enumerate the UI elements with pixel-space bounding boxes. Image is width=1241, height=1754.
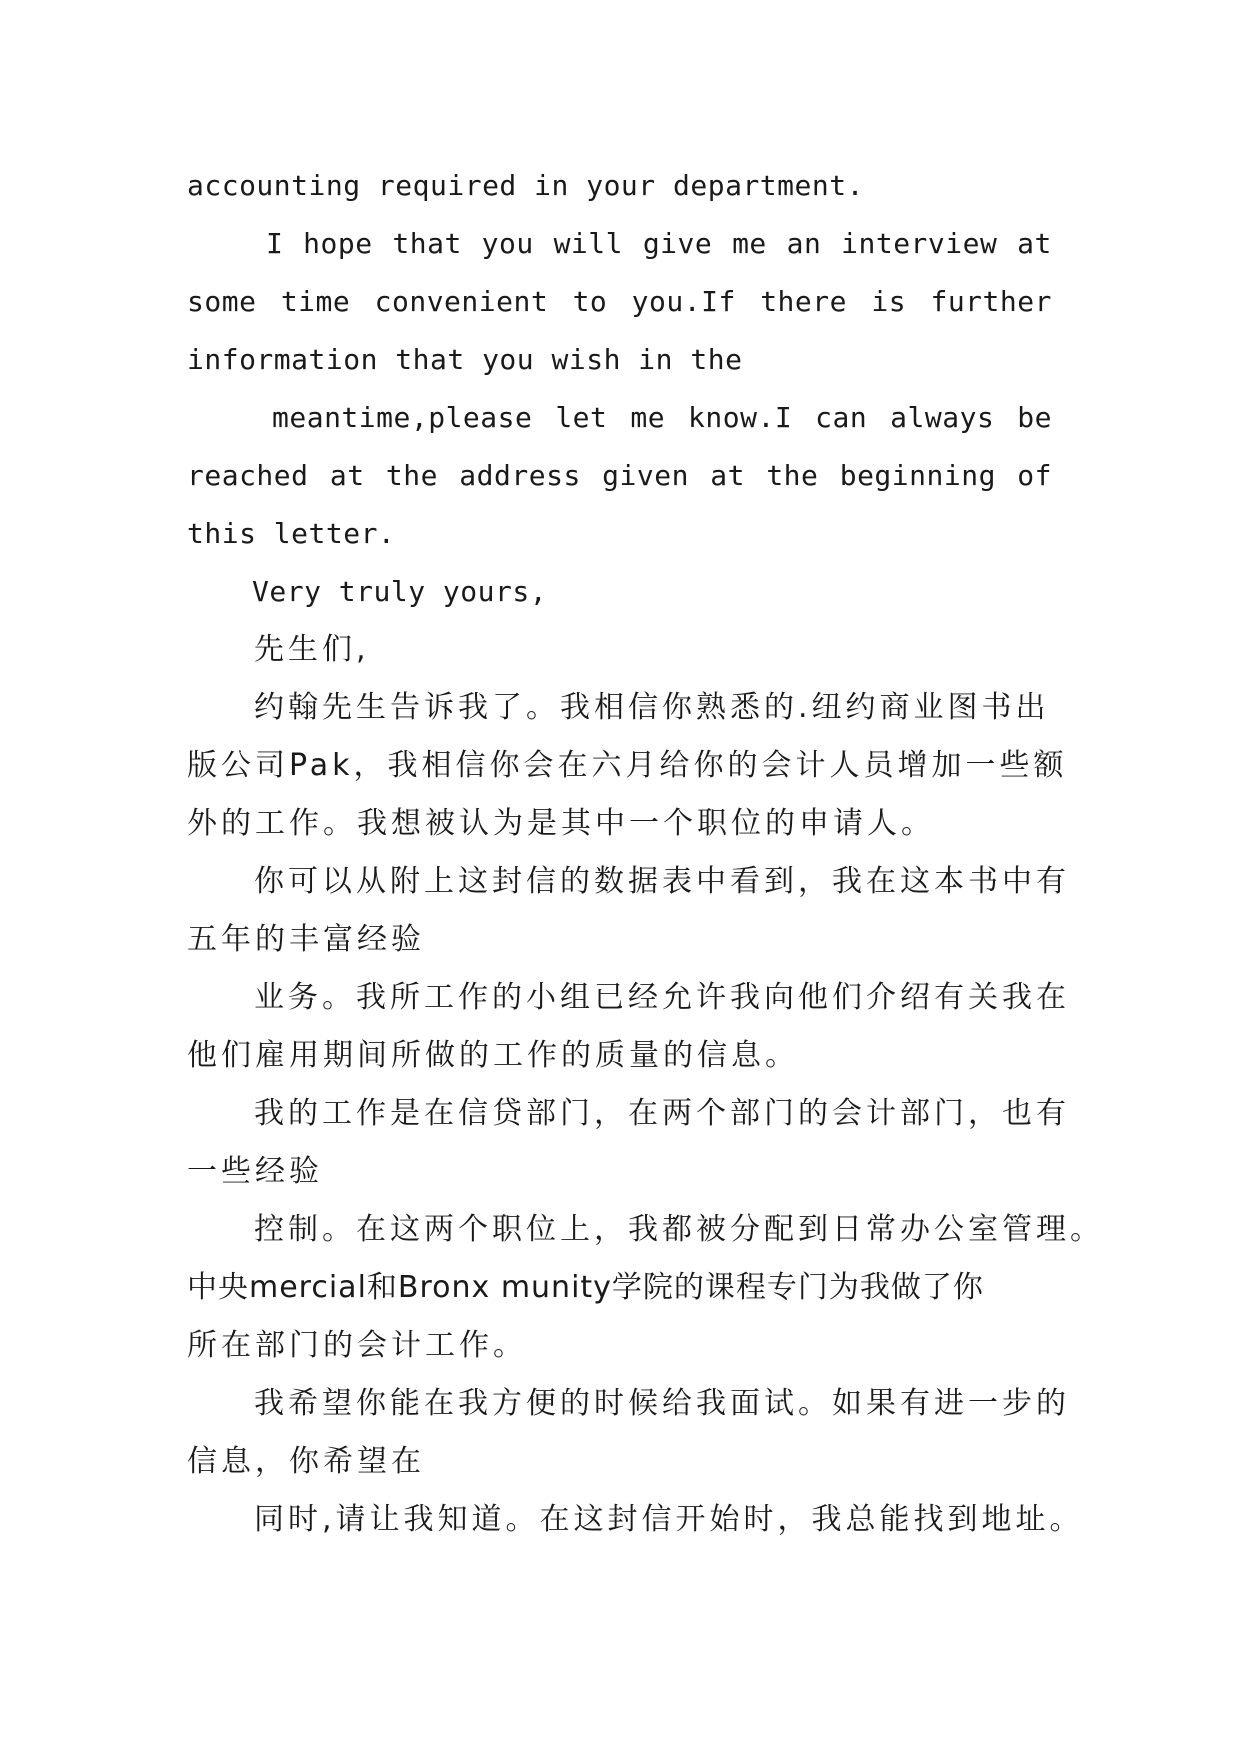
paragraph-line: 五年的丰富经验 <box>187 922 425 957</box>
word: at <box>710 459 745 492</box>
word: of <box>1017 459 1052 492</box>
word: always <box>890 401 995 434</box>
word: can <box>815 401 868 434</box>
paragraph-line: 他们雇用期间所做的工作的质量的信息。 <box>187 1038 799 1073</box>
word: address <box>459 459 581 492</box>
word: convenient <box>374 285 549 318</box>
word: that <box>392 227 462 260</box>
paragraph-line: 我的工作是在信贷部门，在两个部门的会计部门，也有 <box>254 1096 1070 1131</box>
text-line: information that you wish in the <box>187 343 743 376</box>
word: further <box>930 285 1052 318</box>
paragraph-line: 业务。我所工作的小组已经允许我向他们介绍有关我在 <box>254 980 1070 1015</box>
word: I <box>266 227 284 260</box>
word: beginning <box>839 459 996 492</box>
word: me <box>630 401 666 434</box>
paragraph-line: 版公司Pak，我相信你会在六月给你的会计人员增加一些额 <box>187 748 1068 783</box>
word: some <box>187 285 257 318</box>
word: give <box>642 227 713 260</box>
word: at <box>329 459 365 492</box>
word: you <box>481 227 534 260</box>
word: me <box>732 227 767 260</box>
justified-text-line <box>272 400 1052 436</box>
justified-text-line <box>187 284 1052 320</box>
paragraph-line: 外的工作。我想被认为是其中一个职位的申请人。 <box>187 806 935 841</box>
paragraph-line: 你可以从附上这封信的数据表中看到，我在这本书中有 <box>254 864 1070 899</box>
word: is <box>871 285 907 318</box>
text-line: accounting required in your department. <box>187 169 864 202</box>
word: let <box>555 401 608 434</box>
word: know.I <box>688 401 793 434</box>
word: will <box>553 227 623 260</box>
word: the <box>385 459 438 492</box>
paragraph-line: 一些经验 <box>187 1154 323 1189</box>
word: there <box>760 285 847 318</box>
word: the <box>766 459 819 492</box>
paragraph-line: 信息，你希望在 <box>187 1444 425 1479</box>
justified-text-line <box>187 458 1052 494</box>
paragraph-line: 我希望你能在我方便的时候给我面试。如果有进一步的 <box>254 1386 1070 1421</box>
word: given <box>602 459 689 492</box>
closing-line: Very truly yours, <box>252 575 548 608</box>
word: meantime,please <box>272 401 533 434</box>
word: to <box>572 285 608 318</box>
word: be <box>1017 401 1052 434</box>
word: reached <box>187 459 309 492</box>
text-line: this letter. <box>187 517 396 550</box>
word: interview <box>841 227 998 260</box>
paragraph-line: 控制。在这两个职位上，我都被分配到日常办公室管理。 <box>254 1212 1104 1247</box>
word: an <box>786 227 822 260</box>
word: you.If <box>631 285 736 318</box>
paragraph-line: 中央mercial和Bronx munity学院的课程专门为我做了你 <box>187 1270 984 1305</box>
paragraph-line: 所在部门的会计工作。 <box>187 1328 527 1363</box>
word: at <box>1017 227 1052 260</box>
paragraph-line: 约翰先生告诉我了。我相信你熟悉的.纽约商业图书出 <box>254 690 1050 725</box>
word: hope <box>303 227 373 260</box>
justified-text-line <box>266 226 1052 262</box>
paragraph-line: 同时,请让我知道。在这封信开始时，我总能找到地址。 <box>254 1502 1084 1537</box>
word: time <box>280 285 351 318</box>
salutation-line: 先生们, <box>254 632 370 667</box>
